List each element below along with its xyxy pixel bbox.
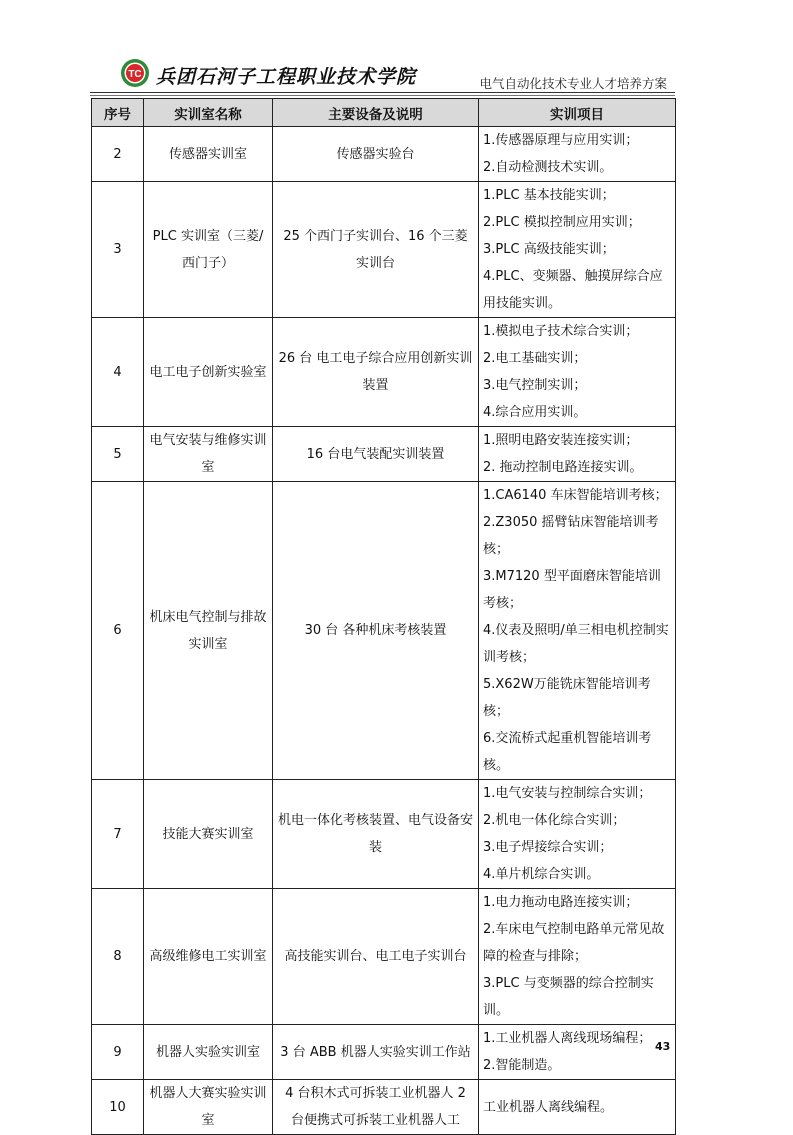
- header-rule-thin: [90, 95, 675, 96]
- training-item: 1.传感器原理与应用实训；: [483, 133, 639, 148]
- table-row: [92, 427, 676, 482]
- equipment-description: 高技能实训台、电工电子实训台: [273, 889, 479, 1025]
- equipment-description: 30 台 各种机床考核装置: [273, 482, 479, 780]
- table-row: [92, 127, 676, 182]
- page-number: 43: [655, 1040, 671, 1053]
- table-header-row: [92, 99, 676, 127]
- training-item: 3.PLC 与变频器的综合控制实训。: [483, 976, 654, 1018]
- equipment-description: 4 台积木式可拆装工业机器人 2 台便携式可拆装工业机器人工: [273, 1080, 479, 1135]
- training-item: 4.单片机综合实训。: [483, 867, 600, 882]
- table-row: [92, 482, 676, 780]
- training-item: 1.CA6140 车床智能培训考核；: [483, 488, 668, 503]
- table-row: [92, 889, 676, 1025]
- training-items: [479, 1025, 676, 1080]
- row-number: 7: [92, 780, 144, 889]
- page-header: [90, 52, 675, 92]
- training-item: 工业机器人离线编程。: [483, 1099, 614, 1115]
- row-number: 5: [92, 427, 144, 482]
- table-row: [92, 182, 676, 318]
- training-items: [479, 1080, 676, 1135]
- school-name: 兵团石河子工程职业技术学院: [156, 66, 417, 88]
- room-name: 电气安装与维修实训室: [144, 427, 273, 482]
- training-items: [479, 889, 676, 1025]
- row-number: 2: [92, 127, 144, 182]
- equipment-description: 16 台电气装配实训装置: [273, 427, 479, 482]
- table-row: [92, 780, 676, 889]
- training-items: [479, 318, 676, 427]
- training-item: 3.PLC 高级技能实训；: [483, 242, 615, 257]
- training-item: 2. 拖动控制电路连接实训。: [483, 460, 643, 475]
- column-header-no: 序号: [92, 99, 144, 127]
- room-name: 技能大赛实训室: [144, 780, 273, 889]
- training-item: 3.M7120 型平面磨床智能培训考核；: [483, 569, 661, 611]
- column-header-items: 实训项目: [479, 99, 676, 127]
- training-item: 1.电力拖动电路连接实训；: [483, 895, 639, 910]
- room-name: PLC 实训室（三菱/西门子）: [144, 182, 273, 318]
- training-item: 2.车床电气控制电路单元常见故障的检查与排除；: [483, 922, 665, 964]
- training-item: 2.机电一体化综合实训；: [483, 813, 626, 828]
- training-item: 2.Z3050 摇臂钻床智能培训考核；: [483, 515, 659, 557]
- training-items: [479, 780, 676, 889]
- room-name: 高级维修电工实训室: [144, 889, 273, 1025]
- training-item: 1.模拟电子技术综合实训；: [483, 324, 639, 339]
- equipment-description: 机电一体化考核装置、电气设备安装: [273, 780, 479, 889]
- training-items: [479, 427, 676, 482]
- training-item: 4.仪表及照明/单三相电机控制实训考核；: [483, 623, 669, 665]
- table-row: [92, 318, 676, 427]
- school-logo-icon: [120, 58, 150, 88]
- training-item: 1.工业机器人离线现场编程；: [483, 1031, 652, 1046]
- svg-text:TC: TC: [128, 69, 142, 80]
- equipment-description: 传感器实验台: [273, 127, 479, 182]
- row-number: 9: [92, 1025, 144, 1080]
- table-row: [92, 1025, 676, 1080]
- row-number: 4: [92, 318, 144, 427]
- training-item: 6.交流桥式起重机智能培训考核。: [483, 731, 652, 773]
- room-name: 机床电气控制与排故实训室: [144, 482, 273, 780]
- table-row: [92, 1080, 676, 1135]
- training-item: 1.电气安装与控制综合实训；: [483, 786, 652, 801]
- column-header-name: 实训室名称: [144, 99, 273, 127]
- training-item: 4.综合应用实训。: [483, 405, 587, 420]
- training-item: 1.PLC 基本技能实训；: [483, 188, 615, 203]
- document-title: 电气自动化技术专业人才培养方案: [479, 76, 667, 91]
- equipment-description: 25 个西门子实训台、16 个三菱实训台: [273, 182, 479, 318]
- training-item: 2.智能制造。: [483, 1058, 561, 1073]
- training-item: 3.电气控制实训；: [483, 378, 587, 393]
- row-number: 8: [92, 889, 144, 1025]
- row-number: 3: [92, 182, 144, 318]
- training-items: [479, 182, 676, 318]
- equipment-description: 26 台 电工电子综合应用创新实训装置: [273, 318, 479, 427]
- row-number: 6: [92, 482, 144, 780]
- training-item: 3.电子焊接综合实训；: [483, 840, 613, 855]
- room-name: 机器人实验实训室: [144, 1025, 273, 1080]
- room-name: 电工电子创新实验室: [144, 318, 273, 427]
- equipment-description: 3 台 ABB 机器人实验实训工作站: [273, 1025, 479, 1080]
- training-item: 5.X62W万能铣床智能培训考核；: [483, 677, 651, 719]
- training-items: [479, 127, 676, 182]
- room-name: 传感器实训室: [144, 127, 273, 182]
- room-name: 机器人大赛实验实训室: [144, 1080, 273, 1135]
- row-number: 10: [92, 1080, 144, 1135]
- column-header-equipment: 主要设备及说明: [273, 99, 479, 127]
- training-item: 1.照明电路安装连接实训；: [483, 433, 639, 448]
- training-item: 2.电工基础实训；: [483, 351, 587, 366]
- training-item: 2.自动检测技术实训。: [483, 160, 613, 175]
- training-items: [479, 482, 676, 780]
- header-rule: [90, 92, 675, 93]
- training-item: 2.PLC 模拟控制应用实训；: [483, 215, 641, 230]
- training-item: 4.PLC、变频器、触摸屏综合应用技能实训。: [483, 269, 663, 311]
- training-room-table: [91, 98, 676, 1135]
